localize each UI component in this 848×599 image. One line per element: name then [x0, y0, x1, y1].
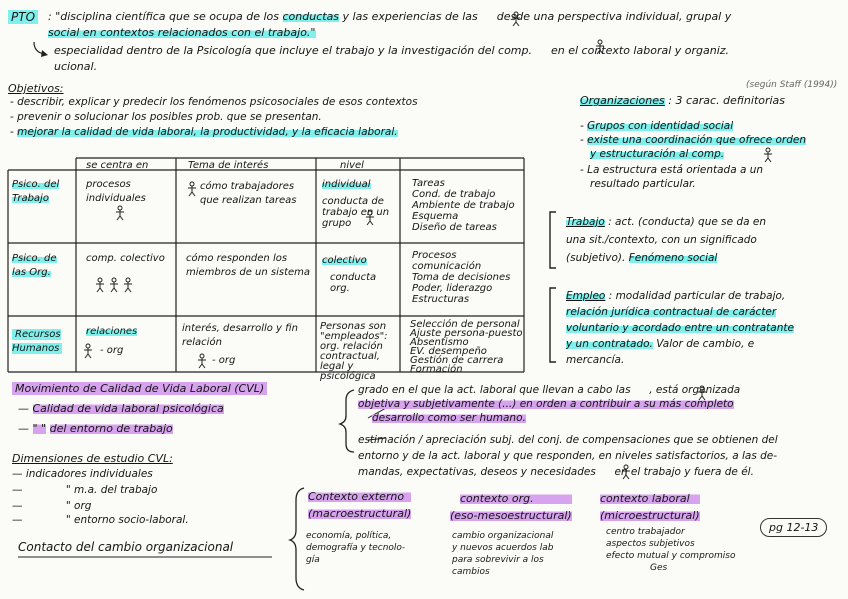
- citation: (según Staff (1994)): [746, 80, 838, 90]
- row3-items: Selección de personal Ajuste persona-puesto Absentismo EV. desempeño Gestión de carrera Formación: [410, 319, 523, 375]
- row3-centra: relaciones: [86, 326, 138, 337]
- empleo-line4: y un contratado. Valor de cambio, e: [566, 338, 755, 350]
- movimiento-item-2: — " " del entorno de trabajo: [18, 422, 173, 435]
- contexto-externo: Contexto externo (macroestructural): [308, 490, 412, 520]
- objetivo-item-3: - mejorar la calidad de vida laboral, la productividad, y la eficacia laboral.: [10, 126, 398, 138]
- dim-item-1: — indicadores individuales: [12, 468, 153, 480]
- cvl-def2-line2: entorno y de la act. laboral y que responden, en niveles satisfactorios, a las de-: [358, 450, 778, 462]
- dim-item-4: — " entorno socio-laboral.: [12, 514, 189, 526]
- cvl-def1-line2: objetiva y subjetivamente (...) en orden a contribuir a su más completo: [358, 398, 734, 410]
- table-header-tema: Tema de interés: [188, 160, 269, 171]
- dim-item-2: — " m.a. del trabajo: [12, 484, 158, 496]
- movimiento-title: Movimiento de Calidad de Vida Laboral (CVL): [12, 382, 267, 395]
- contacto-title: Contacto del cambio organizacional: [18, 540, 234, 554]
- row2-nivel: colectivo: [322, 255, 367, 266]
- cvl-def2-line3: mandas, expectativas, deseos y necesidades en el trabajo y fuera de él.: [358, 466, 754, 478]
- row2-tema: cómo responden los miembros de un sistema: [186, 253, 311, 278]
- specialty-line: especialidad dentro de la Psicología que incluye el trabajo y la investigación del comp. en el contexto laboral y organiz.: [54, 44, 730, 57]
- org-item-2b: y estructuración al comp.: [590, 148, 725, 160]
- movimiento-item-1: — Calidad de vida laboral psicológica: [18, 402, 224, 415]
- definition-line2: social en contextos relacionados con el trabajo.": [48, 26, 316, 39]
- objetivo-item-1: - describir, explicar y predecir los fenómenos psicosociales de esos contextos: [10, 96, 418, 108]
- row1-centra: procesos individuales: [86, 179, 146, 204]
- row1-nivel: individual: [322, 179, 371, 190]
- organizaciones-header: Organizaciones : 3 carac. definitorias: [580, 94, 786, 107]
- dim-item-3: — " org: [12, 500, 92, 512]
- row3-tema2: - org: [212, 355, 236, 366]
- empleo-line5: mercancía.: [566, 354, 625, 366]
- table-header-centra: se centra en: [86, 160, 149, 171]
- pto-label: PTO: [8, 10, 38, 24]
- row3-tema: interés, desarrollo y fin relación: [182, 323, 298, 348]
- cvl-def2-line1: estimación / apreciación subj. del conj. de compensaciones que se obtienen del: [358, 434, 778, 446]
- empleo-line1: Empleo : modalidad particular de trabajo,: [566, 290, 786, 302]
- definition-line1: : "disciplina científica que se ocupa de los conductas y las experiencias de las desde una perspectiva individual, grupal y: [48, 10, 732, 23]
- org-item-3b: resultado particular.: [590, 178, 696, 190]
- cvl-def1-line3: desarrollo como ser humano.: [372, 412, 526, 424]
- page-reference: pg 12-13: [760, 518, 827, 537]
- objetivos-title: Objetivos:: [8, 82, 64, 95]
- empleo-line3: voluntario y acordado entre un contratante: [566, 322, 794, 334]
- row3-centra2: - org: [100, 345, 124, 356]
- row1-items: Tareas Cond. de trabajo Ambiente de trabajo Esquema Diseño de tareas: [412, 178, 515, 233]
- cvl-def1-line1: grado en el que la act. laboral que llevan a cabo las , está organizada: [358, 384, 741, 396]
- org-item-3: - La estructura está orientada a un: [580, 164, 764, 176]
- row1-label: Psico. del Trabajo: [12, 179, 60, 204]
- row2-centra: comp. colectivo: [86, 253, 165, 264]
- row1-nivel-sub: conducta de trabajo en un grupo: [322, 196, 390, 229]
- row2-label: Psico. de las Org.: [12, 253, 57, 278]
- contexto-externo-desc: economía, política, demografía y tecnolo- gía: [306, 531, 406, 565]
- trabajo-line2: una sit./contexto, con un significado: [566, 234, 757, 246]
- contexto-laboral: contexto laboral (microestructural): [600, 492, 700, 522]
- contexto-org: contexto org. (eso-mesoestructural): [450, 492, 572, 522]
- row3-nivel: Personas son "empleados": org. relación contractual, legal y psicológica: [320, 321, 388, 382]
- row1-tema: cómo trabajadores que realizan tareas: [200, 181, 297, 206]
- objetivo-item-2: - prevenir o solucionar los posibles prob. que se presentan.: [10, 111, 322, 123]
- specialty-line3: ucional.: [54, 60, 98, 73]
- dimensiones-title: Dimensiones de estudio CVL:: [12, 452, 173, 465]
- row3-label: Recursos Humanos: [12, 329, 61, 354]
- row2-nivel-sub: conducta org.: [330, 272, 377, 294]
- empleo-line2: relación jurídica contractual de carácter: [566, 306, 777, 318]
- contexto-laboral-desc: centro trabajador aspectos subjetivos efecto mutual y compromiso Ges: [606, 527, 736, 573]
- trabajo-line3: (subjetivo). Fenómeno social: [566, 252, 718, 264]
- org-item-2: - existe una coordinación que ofrece orden: [580, 134, 807, 146]
- table-header-nivel: nivel: [340, 160, 364, 171]
- contexto-org-desc: cambio organizacional y nuevos acuerdos lab para sobrevivir a los cambios: [452, 531, 554, 577]
- trabajo-line1: Trabajo : act. (conducta) que se da en: [566, 216, 766, 228]
- org-item-1: - Grupos con identidad social: [580, 120, 734, 132]
- row2-items: Procesos comunicación Toma de decisiones Poder, liderazgo Estructuras: [412, 250, 511, 305]
